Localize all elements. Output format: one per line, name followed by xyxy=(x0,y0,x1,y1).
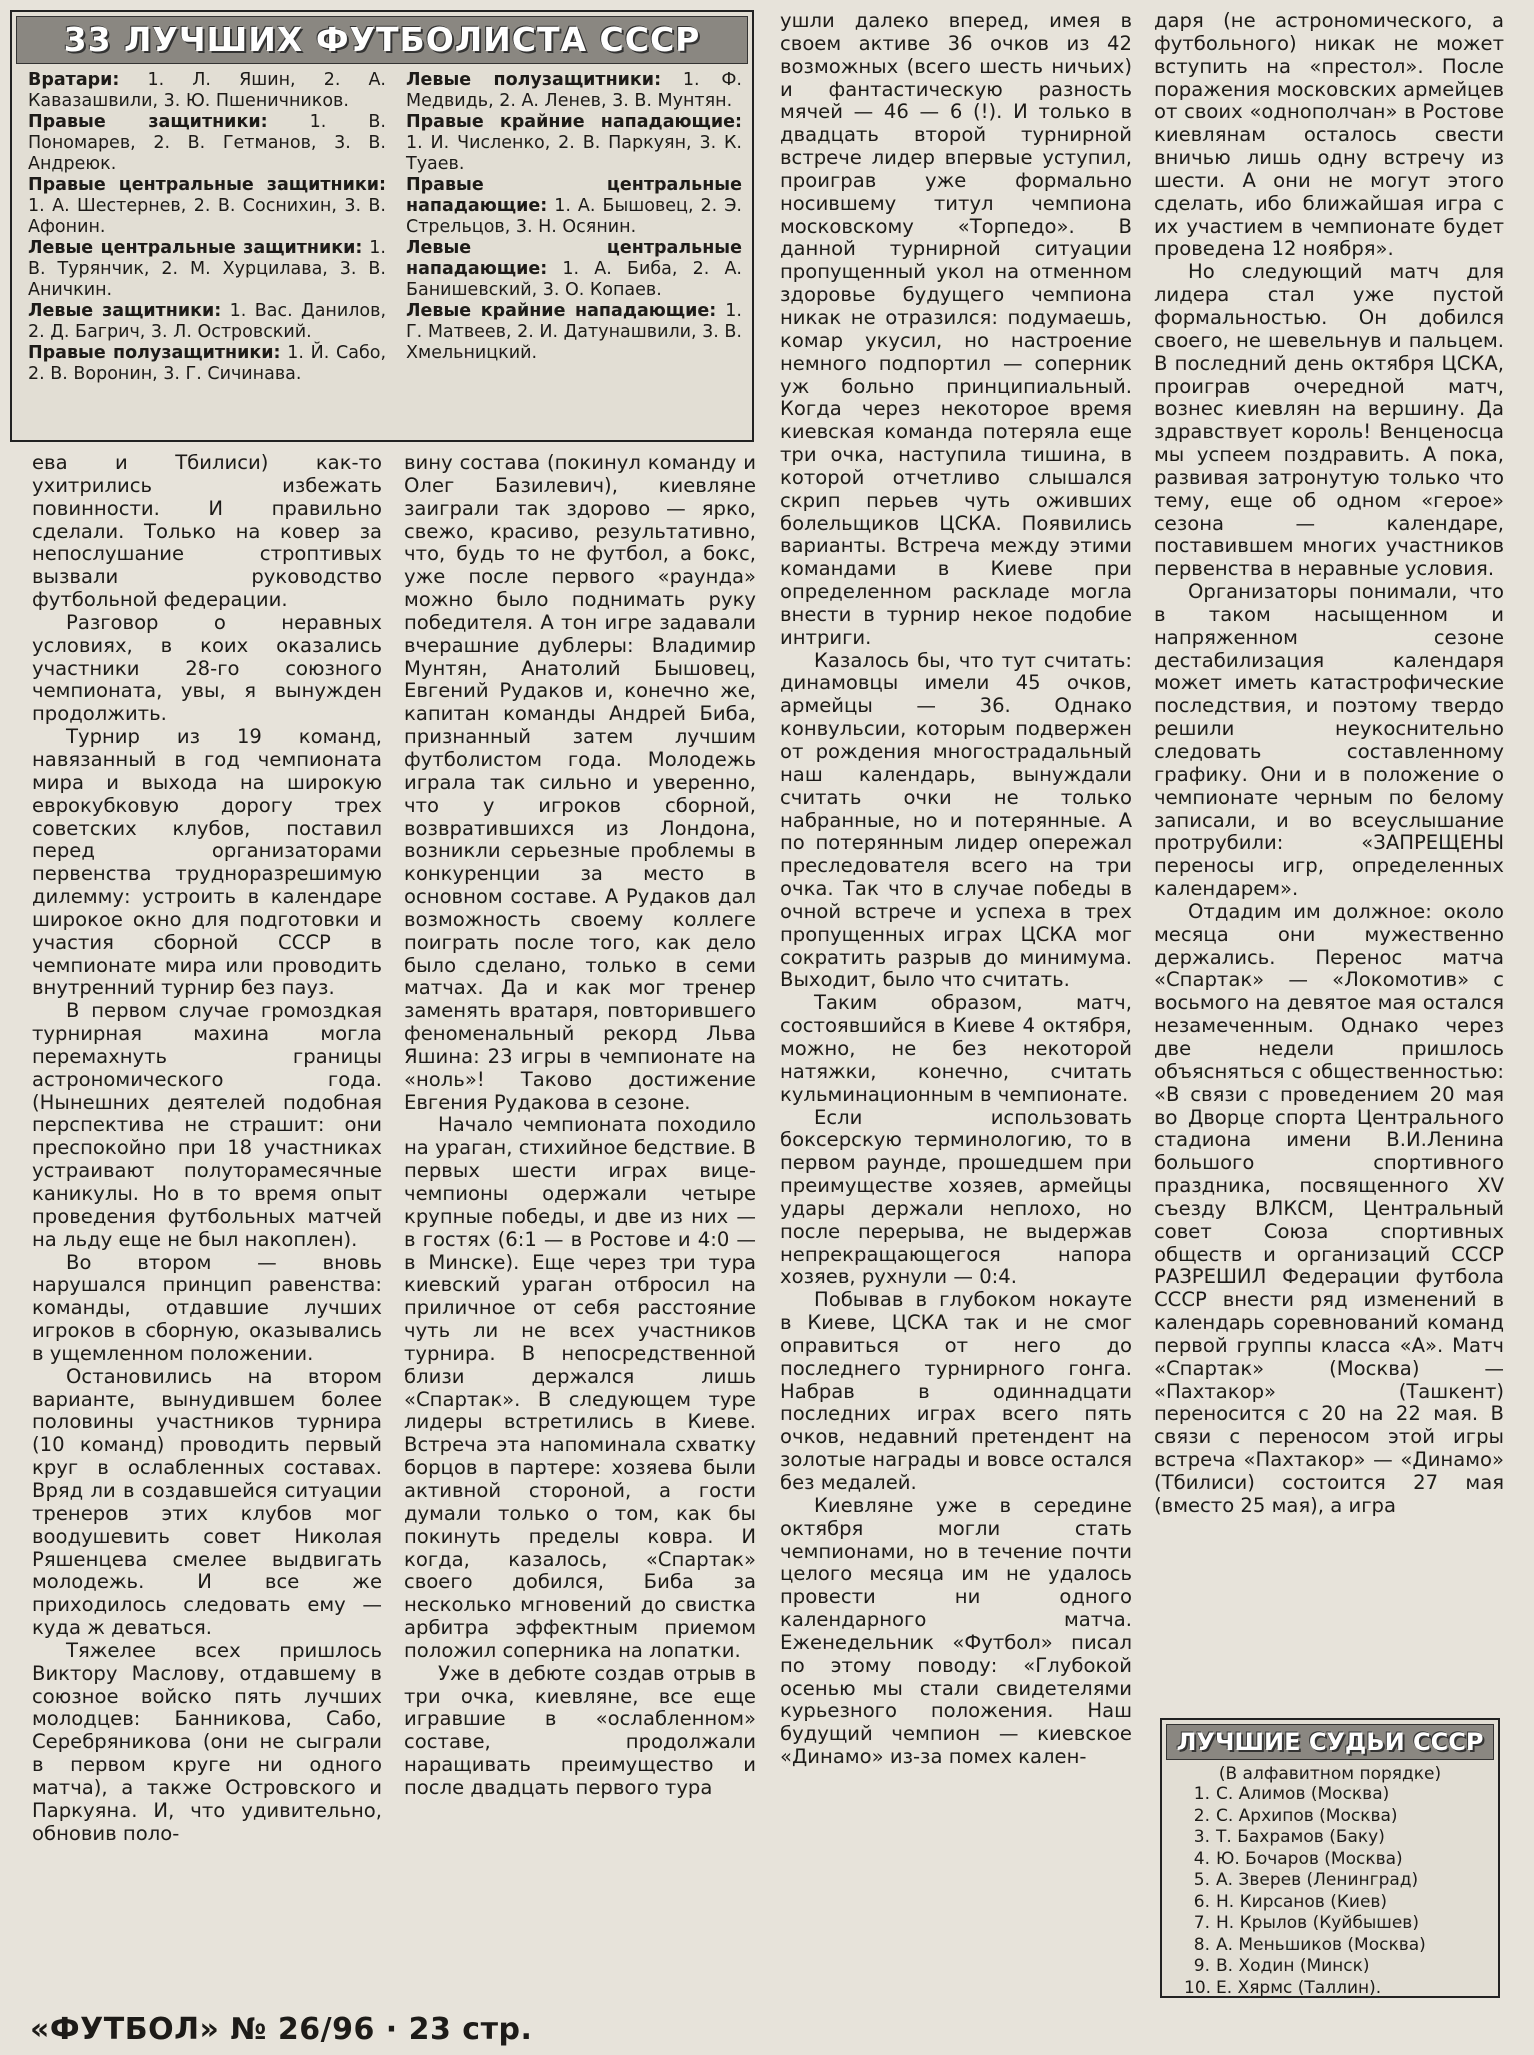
referee-number: 4. xyxy=(1193,1848,1210,1869)
position-heading: Правые крайние нападающие: xyxy=(406,112,742,132)
article-column-4 xyxy=(1154,10,1504,1710)
position-players: 1. Ф. Медвидь, 2. А. Ленев, 3. В. Мунтян. xyxy=(406,70,742,111)
article-column-3 xyxy=(780,10,1132,2008)
position-players: 1. А. Бышовец, 2. Э. Стрельцов, 3. Н. Осянин. xyxy=(406,196,742,237)
position-heading: Левые центральные защитники: xyxy=(28,238,363,258)
article-paragraph: Разговор о неравных условиях, в коих оказались участники 28-го союзного чемпионата, увы, я вынужден продолжить. xyxy=(32,610,382,726)
article-paragraph: Побывав в глубоком нокауте в Киеве, ЦСКА так и не смог оправиться от него до последнего турнирного гонга. Набрав в одиннадцати последних играх всего пять очков, недавний претендент на золотые награды и вовсе остался без медалей. xyxy=(780,1288,1132,1494)
position-entry xyxy=(28,112,386,175)
article-paragraph: Казалось бы, что тут считать: динамовцы имели 45 очков, армейцы — 36. Однако конвульсии, которым подвержен от рождения многострадальный наш календарь, вынуждали считать очки не только набранные, но и потерянные. А по потерянным лидер опережал преследователя всего на три очка. Так что в случае победы в очной встрече и успеха в трех пропущенных играх ЦСКА мог сократить разрыв до минимума. Выходит, было что считать. xyxy=(780,648,1132,992)
position-heading: Правые защитники: xyxy=(28,112,268,132)
referee-name: Ю. Бочаров (Москва) xyxy=(1216,1848,1403,1869)
referee-number: 9. xyxy=(1193,1956,1210,1976)
top-players-title: 33 ЛУЧШИХ ФУТБОЛИСТА СССР xyxy=(16,16,748,64)
referee-item xyxy=(1184,1827,1498,1849)
article-paragraph: Тяжелее всех пришлось Виктору Маслову, отдавшему в союзное войско пять лучших молодцев: Банникова, Сабо, Серебряникова (они не сыграли в первом круге ни одного матча), а также Островского и Паркуяна. И, что удивительно, обновив поло- xyxy=(32,1638,382,1845)
article-column-2 xyxy=(404,452,756,2008)
article-paragraph: Остановились на втором варианте, вынудившем более половины участников турнира (10 команд) проводить первый круг в ослабленных составах. Вряд ли в создавшейся ситуации тренеров этих клубов мог воодушевить совет Николая Ряшенцева смелее выдвигать молодежь. И все же приходилось следовать ему — куда ж деваться. xyxy=(32,1364,382,1640)
article-paragraph: Но следующий матч для лидера стал уже пустой формальностью. Он добился своего, не шевельнув и пальцем. В последний день октября ЦСКА, проиграв очередной матч, вознес киевлян на вершину. Да здравствует король! Венценосца мы успеем поздравить. А пока, развивая затронутую только что тему, еще об одном «герое» сезона — календаре, поставившем многих участников первенства в неравные условия. xyxy=(1154,260,1504,581)
position-entry xyxy=(28,175,386,238)
position-heading: Левые полузащитники: xyxy=(406,70,662,90)
top-players-box xyxy=(10,10,754,442)
position-entry xyxy=(28,343,386,385)
referee-name: Е. Хярмс (Таллин). xyxy=(1216,1977,1382,1998)
position-entry xyxy=(28,70,386,112)
position-heading: Левые центральные нападающие: xyxy=(406,238,742,279)
referee-name: Н. Крылов (Куйбышев) xyxy=(1216,1913,1419,1933)
position-heading: Левые защитники: xyxy=(28,301,222,321)
position-players: 1. Й. Сабо, 2. В. Воронин, 3. Г. Сичинава. xyxy=(28,343,387,384)
position-entry xyxy=(406,112,742,175)
referees-box xyxy=(1160,1718,1500,1998)
article-paragraph: Уже в дебюте создав отрыв в три очка, киевляне, все еще игравшие в «ослабленном» составе, продолжали наращивать преимущество и после двадцать первого тура xyxy=(404,1661,756,1799)
position-players: 1. В. Пономарев, 2. В. Гетманов, 3. В. Андреюк. xyxy=(28,112,386,174)
top-players-list-right xyxy=(406,70,742,440)
referee-item xyxy=(1184,1806,1498,1828)
position-heading: Правые центральные защитники: xyxy=(28,175,386,195)
position-players: 1. А. Шестернев, 2. В. Соснихин, 3. В. Афонин. xyxy=(28,196,386,237)
referee-name: С. Алимов (Москва) xyxy=(1216,1784,1390,1804)
referee-item xyxy=(1184,1978,1498,1999)
position-entry xyxy=(406,238,742,301)
article-paragraph: даря (не астрономического, а футбольного) никак не может вступить на «престол». После поражения московских армейцев от своих «однополчан» в Ростове киевлянам осталось свести вничью лишь одну встречу из шести. А они не могут этого сделать, ибо ближайшая игра с их участием в чемпионате будет проведена 12 ноября». xyxy=(1154,10,1504,261)
referee-item xyxy=(1184,1913,1498,1935)
position-entry xyxy=(406,301,742,364)
referee-item xyxy=(1184,1784,1498,1806)
page-footer: «ФУТБОЛ» № 26/96 · 23 стр. xyxy=(30,2012,533,2047)
referee-item xyxy=(1184,1892,1498,1914)
referee-item xyxy=(1184,1935,1498,1957)
position-players: 1. И. Численко, 2. В. Паркуян, 3. К. Туаев. xyxy=(406,133,742,174)
referee-number: 2. xyxy=(1193,1805,1210,1826)
article-paragraph: Начало чемпионата походило на ураган, стихийное бедствие. В первых шести играх вице-чемпионы одержали четыре крупные победы, и две из них — в гостях (6:1 — в Ростове и 4:0 — в Минске). Еще через три тура киевский ураган отбросил на приличное от себя расстояние чуть ли не всех участников турнира. В непосредственной близи держался лишь «Спартак». В следующем туре лидеры встретились в Киеве. Встреча эта напоминала схватку борцов в партере: хозяева были активной стороной, а гости думали только о том, как бы покинуть пределы ковра. И когда, казалось, «Спартак» своего добился, Биба за несколько мгновений до свистка арбитра эффектным приемом положил соперника на лопатки. xyxy=(404,1113,756,1662)
article-paragraph: Организаторы понимали, что в таком насыщенном и напряженном сезоне дестабилизация календаря может иметь катастрофические последствия, и поэтому твердо решили неукоснительно следовать составленному графику. Они и в положение о чемпионате черным по белому записали, и во всеуслышание протрубили: «ЗАПРЕЩЕНЫ переносы игр, определенных календарем». xyxy=(1154,580,1504,901)
referee-number: 1. xyxy=(1193,1784,1210,1804)
position-entry xyxy=(28,301,386,343)
referee-number: 10. xyxy=(1184,1977,1212,1998)
article-paragraph: Таким образом, матч, состоявшийся в Киеве 4 октября, можно, не без некоторой натяжки, конечно, считать кульминационным в чемпионате. xyxy=(780,991,1132,1106)
position-heading: Вратари: xyxy=(28,70,120,90)
article-paragraph: Во втором — вновь нарушался принцип равенства: команды, отдавшие лучших игроков в сборную, оказывались в ущемленном положении. xyxy=(32,1250,382,1365)
referees-title: ЛУЧШИЕ СУДЬИ СССР xyxy=(1166,1724,1494,1760)
position-entry xyxy=(406,175,742,238)
article-paragraph: Если использовать боксерскую терминологию, то в первом раунде, прошедшем при преимуществе хозяев, армейцы удары держали неплохо, но после перерыва, не выдержав непрекращающегося напора хозяев, рухнули — 0:4. xyxy=(780,1105,1132,1289)
article-paragraph: ева и Тбилиси) как-то ухитрились избежать повинности. И правильно сделали. Только на ковер за непослушание строптивых вызвали руководство футбольной федерации. xyxy=(32,452,382,612)
referees-list xyxy=(1184,1784,1498,1998)
referee-name: С. Архипов (Москва) xyxy=(1216,1805,1398,1826)
article-paragraph: Турнир из 19 команд, навязанный в год чемпионата мира и выхода на широкую еврокубковую дорогу трех советских клубов, поставил перед организаторами первенства трудноразрешимую дилемму: устроить в календаре широкое окно для подготовки и участия сборной СССР в чемпионате мира или проводить внутренний турнир без пауз. xyxy=(32,725,382,1000)
referee-number: 7. xyxy=(1193,1913,1210,1933)
position-entry xyxy=(28,238,386,301)
referee-name: А. Меньшиков (Москва) xyxy=(1216,1934,1426,1955)
position-heading: Правые полузащитники: xyxy=(28,343,281,363)
article-paragraph: ушли далеко вперед, имея в своем активе 36 очков из 42 возможных (всего шесть ничьих) и фантастическую разность мячей — 46 — 6 (!). И только в двадцать второй турнирной встрече лидер впервые уступил, проиграв уже формально носившему титул чемпиона московскому «Торпедо». В данной турнирной ситуации пропущенный укол на отменном здоровье будущего чемпиона никак не отразился: подумаешь, комар укусил, но настроение немного подпортил — соперник уж больно принципиальный. Когда через некоторое время киевская команда потеряла еще три очка, наступила тишина, в которой отчетливо слышался скрип перьев чуть оживших болельщиков ЦСКА. Появились варианты. Встреча между этими командами в Киеве при определенном раскладе могла внести в турнир некое подобие интриги. xyxy=(780,10,1132,649)
article-paragraph: В первом случае громоздкая турнирная махина могла перемахнуть границы астрономического года. (Нынешних деятелей подобная перспектива не страшит: они преспокойно при 18 участниках устраивают полуторамесячные каникулы. Но в то время опыт проведения футбольных матчей на льду еще не был накоплен). xyxy=(32,999,382,1251)
top-players-list-left xyxy=(28,70,386,440)
position-players: 1. Г. Матвеев, 2. И. Датунашвили, 3. В. Хмельницкий. xyxy=(406,301,742,363)
referees-subtitle: (В алфавитном порядке) xyxy=(1218,1764,1442,1784)
article-paragraph: Киевляне уже в середине октября могли стать чемпионами, но в течение почти целого месяца им не удалось провести ни одного календарного матча. Еженедельник «Футбол» писал по этому поводу: «Глубокой осенью мы стали свидетелями курьезного положения. Наш будущий чемпион — киевское «Динамо» из-за помех кален- xyxy=(780,1493,1132,1769)
position-heading: Левые крайние нападающие: xyxy=(406,301,717,321)
referee-number: 3. xyxy=(1193,1827,1210,1847)
referee-name: Т. Бахрамов (Баку) xyxy=(1216,1827,1385,1847)
referee-item xyxy=(1184,1870,1498,1892)
position-players: 1. В. Турянчик, 2. М. Хурцилава, 3. В. Аничкин. xyxy=(28,238,386,300)
article-paragraph: Отдадим им должное: около месяца они мужественно держались. Перенос матча «Спартак» — «Локомотив» с восьмого на девятое мая остался незамеченным. Однако через две недели пришлось объясняться с общественностью: «В связи с проведением 20 мая во Дворце спорта Центрального стадиона имени В.И.Ленина большого спортивного праздника, посвященного XV съезду ВЛКСМ, Центральный совет Союза спортивных обществ и организаций СССР РАЗРЕШИЛ Федерации футбола СССР внести ряд изменений в календарь соревнований команд первой группы класса «А». Матч «Спартак» (Москва) — «Пахтакор» (Ташкент) переносится с 20 на 22 мая. В связи с переносом этой игры встреча «Пахтакор» — «Динамо» (Тбилиси) состоится 27 мая (вместо 25 мая), а игра xyxy=(1154,899,1504,1517)
referee-name: Н. Кирсанов (Киев) xyxy=(1216,1891,1388,1912)
referee-name: А. Зверев (Ленинград) xyxy=(1216,1870,1419,1890)
position-heading: Правые центральные нападающие: xyxy=(406,175,742,216)
referee-number: 8. xyxy=(1193,1934,1210,1955)
position-players: 1. Вас. Данилов, 2. Д. Багрич, 3. Л. Островский. xyxy=(28,301,387,342)
position-entry xyxy=(406,70,742,112)
article-paragraph: вину состава (покинул команду и Олег Базилевич), киевляне заиграли так здорово — ярко, свежо, красиво, результативно, что, будь то не футбол, а бокс, уже после первого «раунда» можно было поднимать руку победителя. А тон игре задавали вчерашние дублеры: Владимир Мунтян, Анатолий Бышовец, Евгений Рудаков и, конечно же, капитан команды Андрей Биба, признанный затем лучшим футболистом года. Молодежь играла так сильно и уверенно, что у игроков сборной, возвратившихся из Лондона, возникли серьезные проблемы в конкуренции за место в основном составе. А Рудаков дал возможность своему коллеге поиграть после того, как дело было сделано, только в семи матчах. Да и как мог тренер заменять вратаря, повторившего феноменальный рекорд Льва Яшина: 23 игры в чемпионате на «ноль»! Таково достижение Евгения Рудакова в сезоне. xyxy=(404,452,756,1114)
referee-name: В. Ходин (Минск) xyxy=(1216,1956,1370,1976)
position-players: 1. Л. Яшин, 2. А. Кавазашвили, 3. Ю. Пшеничников. xyxy=(28,70,386,111)
referee-item xyxy=(1184,1956,1498,1978)
article-column-1 xyxy=(32,452,382,2008)
referee-number: 5. xyxy=(1193,1870,1210,1890)
position-players: 1. А. Биба, 2. А. Банишевский, 3. О. Копаев. xyxy=(406,259,742,300)
referee-number: 6. xyxy=(1193,1891,1210,1912)
referee-item xyxy=(1184,1849,1498,1871)
